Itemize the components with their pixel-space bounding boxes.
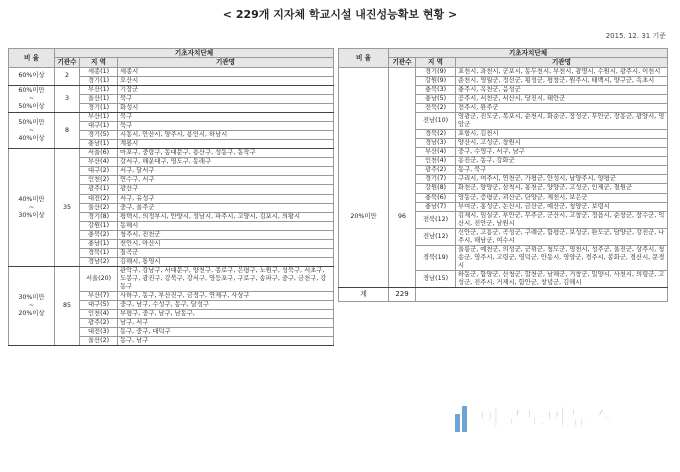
names-cell: 북구 xyxy=(118,95,334,104)
names-cell: 기장군 xyxy=(118,85,334,94)
names-cell: 청주시, 진천군 xyxy=(118,230,334,239)
region-cell: 전남(12) xyxy=(416,228,456,245)
names-cell: 울릉군, 예천군, 의성군, 군위군, 청도군, 영천시, 성주군, 울진군, 상주시, 청송군, 영주시, 고령군, 영덕군, 안동시, 영양군, 경주시, 봉화군, 경산시, 문경시 xyxy=(456,245,668,270)
ratio-cell: 60%미만 ~ 50%이상 xyxy=(9,85,55,112)
names-cell: 계룡시 xyxy=(118,140,334,149)
region-cell: 충북(2) xyxy=(80,230,118,239)
names-cell: 하동군, 함양군, 산청군, 합천군, 남해군, 거창군, 밀양시, 사천시, 의령군, 고성군, 진주시, 거제시, 함안군, 창녕군, 김해시 xyxy=(456,270,668,287)
header-count: 기관수 xyxy=(55,58,80,67)
region-cell: 울산(2) xyxy=(80,203,118,212)
region-cell: 전남(10) xyxy=(416,113,456,130)
region-cell: 충남(1) xyxy=(80,140,118,149)
region-cell: 경북(1) xyxy=(80,248,118,257)
names-cell: 양산시, 고성군, 창원시 xyxy=(456,139,668,148)
names-cell: 관악구, 강남구, 서대문구, 양천구, 종로구, 은평구, 노원구, 성북구, 서초구, 도봉구, 광진구, 강북구, 강서구, 영등포구, 구로구, 송파구, 중구, 금천구, 강동구 xyxy=(118,266,334,291)
region-cell: 전북(12) xyxy=(416,211,456,228)
names-cell: 마포구, 중랑구, 동대문구, 용산구, 성동구, 동작구 xyxy=(118,149,334,158)
names-cell: 김해시, 통영시 xyxy=(118,257,334,266)
region-cell: 대구(5) xyxy=(80,301,118,310)
names-cell: 춘천시, 영월군, 정선군, 횡성군, 평창군, 원주시, 태백시, 양구군, 속초시 xyxy=(456,76,668,85)
header-region: 지 역 xyxy=(80,58,118,67)
region-cell: 대구(2) xyxy=(80,167,118,176)
header-ratio: 비 율 xyxy=(339,49,389,68)
region-cell: 인천(4) xyxy=(416,157,456,166)
page-title: < 229개 지자체 학교시설 내진성능확보 현황 > xyxy=(222,8,458,21)
names-cell: 서구, 유성구 xyxy=(118,194,334,203)
header-region: 지 역 xyxy=(416,58,456,67)
table-row xyxy=(339,148,668,157)
names-cell: 동구, 남구 xyxy=(118,337,334,346)
table-row xyxy=(9,67,334,76)
count-cell: 85 xyxy=(55,266,80,345)
names-cell: 신안군, 고흥군, 곡성군, 구례군, 함평군, 보성군, 완도군, 담양군, 강진군, 나주시, 해남군, 여수시 xyxy=(456,228,668,245)
names-cell: 부평구, 중구, 남구, 남동구, xyxy=(118,310,334,319)
region-cell: 경기(9) xyxy=(416,67,456,76)
region-cell: 충남(7) xyxy=(416,202,456,211)
ratio-cell: 40%미만 ~ 30%이상 xyxy=(9,149,55,267)
names-cell: 사하구, 동구, 부산진구, 금정구, 연제구, 사상구 xyxy=(118,292,334,301)
names-cell: 구리시, 여주시, 연천군, 가평군, 안성시, 남양주시, 양평군 xyxy=(456,175,668,184)
region-cell: 부산(4) xyxy=(416,148,456,157)
region-cell: 강원(8) xyxy=(416,184,456,193)
region-cell: 충북(6) xyxy=(416,193,456,202)
watermark xyxy=(455,399,665,435)
ratio-cell: 30%미만 ~ 20%이상 xyxy=(9,266,55,345)
region-cell: 충북(3) xyxy=(416,85,456,94)
count-cell: 2 xyxy=(55,67,80,85)
region-cell: 경기(5) xyxy=(80,131,118,140)
region-cell: 경북(2) xyxy=(416,130,456,139)
table-row xyxy=(339,67,668,76)
region-cell: 전북(2) xyxy=(416,104,456,113)
names-cell: 칠곡군 xyxy=(118,248,334,257)
names-cell: 충주시, 옥천군, 음성군 xyxy=(456,85,668,94)
region-cell: 경기(8) xyxy=(80,212,118,221)
region-cell: 경기(1) xyxy=(80,76,118,85)
names-cell: 영동군, 증평군, 괴산군, 단양군, 제천시, 보은군 xyxy=(456,193,668,202)
names-cell: 연수구, 서구 xyxy=(118,176,334,185)
table-row xyxy=(9,113,334,122)
table-row xyxy=(9,149,334,158)
region-cell: 울산(2) xyxy=(80,337,118,346)
names-cell: 강서구, 해운대구, 영도구, 동래구 xyxy=(118,158,334,167)
header-ratio: 비 율 xyxy=(9,49,55,68)
names-cell: 중구, 남구, 수성구, 동구, 달성구 xyxy=(118,301,334,310)
names-cell: 화성시 xyxy=(118,104,334,113)
names-cell: 동해시 xyxy=(118,221,334,230)
count-cell: 35 xyxy=(55,149,80,267)
names-cell: 포천시, 과천시, 군포시, 동두천시, 부천시, 광명시, 수원시, 광주시, 이천시 xyxy=(456,67,668,76)
names-cell: 포항시, 김천시 xyxy=(456,130,668,139)
ratio-cell: 20%미만 xyxy=(339,148,389,288)
total-row xyxy=(339,288,668,302)
region-cell: 대전(2) xyxy=(80,194,118,203)
region-cell: 충남(1) xyxy=(80,239,118,248)
count-cell: 96 xyxy=(389,148,416,288)
names-cell: 남구, 서구 xyxy=(118,319,334,328)
names-cell: 동구, 북구 xyxy=(456,166,668,175)
region-cell: 대전(3) xyxy=(80,328,118,337)
header-group: 기초자치단체 xyxy=(389,49,668,58)
right-table xyxy=(338,48,668,302)
names-cell: 전주시, 완주군 xyxy=(456,104,668,113)
region-cell: 강원(9) xyxy=(416,76,456,85)
names-cell: 영광군, 진도군, 목포시, 순천시, 화순군, 장성군, 무안군, 장흥군, 광양시, 영암군 xyxy=(456,113,668,130)
region-cell: 부산(1) xyxy=(80,85,118,94)
region-cell: 경기(1) xyxy=(80,104,118,113)
ratio-cell: 계 xyxy=(339,288,389,302)
region-cell: 경북(19) xyxy=(416,245,456,270)
empty-cell xyxy=(416,288,668,302)
names-cell: 동구, 중구, 대덕구 xyxy=(118,328,334,337)
names-cell: 서구, 달서구 xyxy=(118,167,334,176)
region-cell: 부산(4) xyxy=(80,158,118,167)
count-cell: 8 xyxy=(55,113,80,149)
names-cell: 세종시 xyxy=(118,67,334,76)
names-cell: 중구, 수영구, 서구, 남구 xyxy=(456,148,668,157)
count-cell xyxy=(389,67,416,147)
left-table xyxy=(8,48,334,346)
region-cell: 인천(2) xyxy=(80,176,118,185)
header-count: 기관수 xyxy=(389,58,416,67)
names-cell: 중구, 울주군 xyxy=(118,203,334,212)
table-row xyxy=(9,85,334,94)
region-cell: 서울(6) xyxy=(80,149,118,158)
region-cell: 광주(2) xyxy=(80,319,118,328)
names-cell: 북구 xyxy=(118,122,334,131)
names-cell: 북구 xyxy=(118,113,334,122)
region-cell: 광주(2) xyxy=(416,166,456,175)
region-cell: 세종(1) xyxy=(80,67,118,76)
region-cell: 부산(1) xyxy=(80,113,118,122)
news-logo-icon xyxy=(455,402,473,432)
header-names: 기관명 xyxy=(118,58,334,67)
names-cell: 공주시, 서천군, 서산시, 당진시, 태안군 xyxy=(456,95,668,104)
count-cell: 229 xyxy=(389,288,416,302)
count-cell: 3 xyxy=(55,85,80,112)
region-cell: 강원(1) xyxy=(80,221,118,230)
region-cell: 경남(2) xyxy=(80,257,118,266)
names-cell: 광산구 xyxy=(118,185,334,194)
watermark-text: 이코노미뉴스 xyxy=(479,406,613,432)
header-group: 기초자치단체 xyxy=(55,49,334,58)
region-cell: 경기(7) xyxy=(416,175,456,184)
table-row xyxy=(9,266,334,291)
region-cell: 인천(4) xyxy=(80,310,118,319)
names-cell: 김제시, 임실군, 부안군, 무주군, 군산시, 고창군, 정읍시, 순창군, 장수군, 익산시, 진안군, 남원시 xyxy=(456,211,668,228)
ratio-cell: 60%이상 xyxy=(9,67,55,85)
region-cell: 충남(5) xyxy=(416,95,456,104)
region-cell: 서울(20) xyxy=(80,266,118,291)
names-cell: 옹진군, 동구, 강화군 xyxy=(456,157,668,166)
report-date: 2015. 12. 31 기준 xyxy=(605,32,666,40)
names-cell: 오산시 xyxy=(118,76,334,85)
ratio-cell xyxy=(339,67,389,147)
names-cell: 부여군, 홍성군, 논산시, 금산군, 예산군, 청양군, 보령시 xyxy=(456,202,668,211)
ratio-cell: 50%미만 ~ 40%이상 xyxy=(9,113,55,149)
names-cell: 화천군, 양양군, 삼척시, 홍천군, 양양군, 고성군, 인제군, 철원군 xyxy=(456,184,668,193)
names-cell: 평택시, 의정부시, 안양시, 성남시, 파주시, 고양시, 김포시, 의왕시 xyxy=(118,212,334,221)
names-cell: 시흥시, 안산시, 양주시, 용인시, 하남시 xyxy=(118,131,334,140)
region-cell: 부산(7) xyxy=(80,292,118,301)
region-cell: 대구(1) xyxy=(80,122,118,131)
region-cell: 경남(3) xyxy=(416,139,456,148)
names-cell: 천안시, 아산시 xyxy=(118,239,334,248)
region-cell: 광주(1) xyxy=(80,185,118,194)
header-names: 기관명 xyxy=(456,58,668,67)
region-cell: 울산(1) xyxy=(80,95,118,104)
region-cell: 경남(15) xyxy=(416,270,456,287)
